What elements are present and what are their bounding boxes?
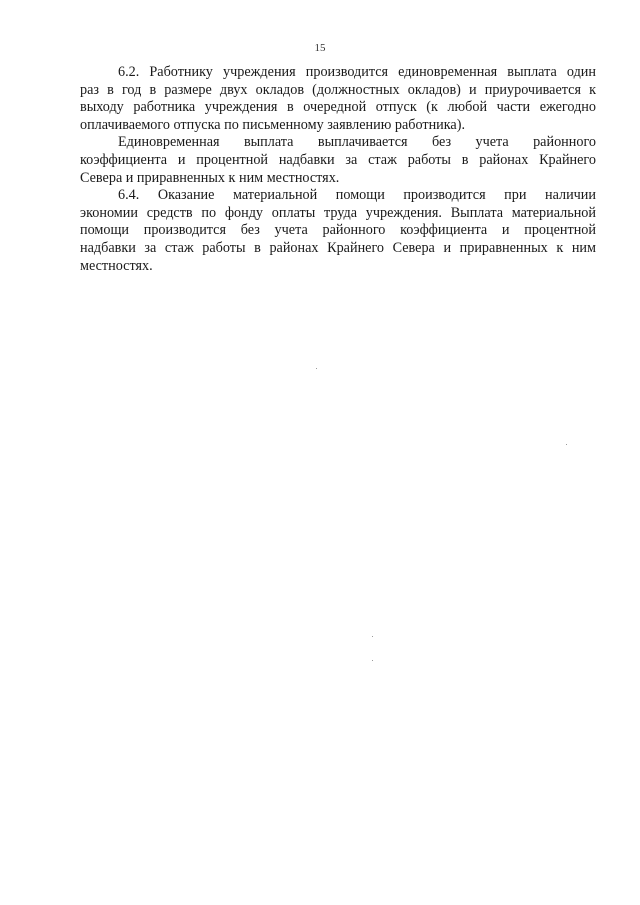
scan-speck	[372, 660, 373, 661]
scan-speck	[372, 636, 373, 637]
text-line: 6.4. Оказание материальной помощи производится при наличии	[118, 187, 596, 204]
scan-speck	[316, 368, 317, 369]
text-line: раз в год в размере двух окладов (должностных окладов) и приурочивается к	[80, 81, 596, 98]
text-line: местностях.	[80, 257, 153, 274]
text-line: выходу работника учреждения в очередной отпуск (к любой части ежегодно	[80, 99, 596, 116]
paragraph-6-3	[80, 134, 596, 187]
scan-speck	[566, 444, 567, 445]
text-line: экономии средств по фонду оплаты труда учреждения. Выплата материальной	[80, 204, 596, 221]
text-line: 6.2. Работнику учреждения производится единовременная выплата один	[118, 64, 596, 80]
paragraph-6-2	[80, 64, 596, 134]
text-line: оплачиваемого отпуска по письменному заявлению работника).	[80, 116, 466, 133]
document-body	[80, 64, 596, 275]
text-line: помощи производится без учета районного коэффициента и процентной	[80, 222, 596, 239]
page-number: 15	[314, 42, 326, 54]
text-line: коэффициента и процентной надбавки за стаж работы в районах Крайнего	[80, 151, 596, 168]
paragraph-6-4	[80, 187, 596, 275]
text-line: надбавки за стаж работы в районах Крайнего Севера и приравненных к ним	[80, 239, 596, 256]
text-line: Единовременная выплата выплачивается без учета районного	[118, 134, 596, 151]
text-line: Севера и приравненных к ним местностях.	[80, 169, 340, 186]
